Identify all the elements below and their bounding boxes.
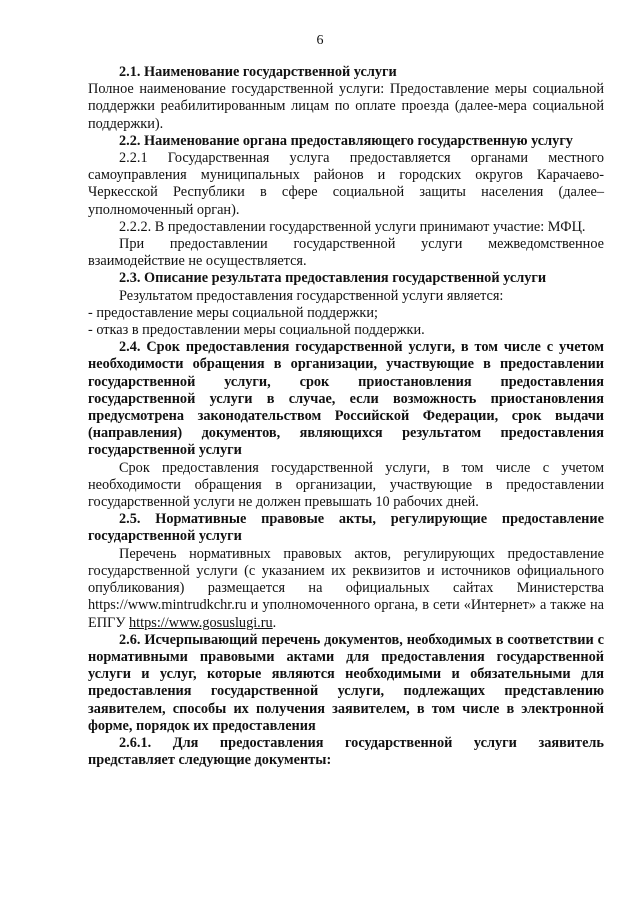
section-2-6-heading: 2.6. Исчерпывающий перечень документов, необходимых в соответствии с нормативными правовыми актами для предоставления государственной услуги и услуг, которые являются необходимыми и обязательными для предоставления государственной услуги, подлежащих представлению заявителем, способы их получения заявителем, в том числе в электронной форме, порядок их предоставления <box>88 631 604 734</box>
section-2-4-text: Срок предоставления государственной услуги, в том числе с учетом необходимости обращения в организации, участвующие в предоставлении государственной услуги не должен превышать 10 рабочих дней. <box>88 459 604 511</box>
section-2-4-heading: 2.4. Срок предоставления государственной услуги, в том числе с учетом необходимости обращения в организации, участвующие в предоставлении государственной услуги, срок приостановления предоставления государственной услуги в случае, если возможность приостановления предусмотрена законодательством Российской Федерации, срок выдачи (направления) документов, являющихся результатом предоставления государственной услуги <box>88 339 604 459</box>
section-2-1-heading: 2.1. Наименование государственной услуги <box>119 64 397 80</box>
section-2-5-heading: 2.5. Нормативные правовые акты, регулирующие предоставление государственной услуги <box>88 511 604 545</box>
section-2-2-heading: 2.2. Наименование органа предоставляющего государственную услугу <box>119 132 573 149</box>
section-2-1-text: Полное наименование государственной услуги: Предоставление меры социальной поддержки реабилитированным лицам по оплате проезда (далее-мера социальной поддержки). <box>88 81 604 132</box>
section-2-6-1-heading: 2.6.1. Для предоставления государственной услуги заявитель представляет следующие документы: <box>88 734 604 769</box>
gosuslugi-link[interactable]: https://www.gosuslugi.ru <box>129 614 273 631</box>
document-body <box>88 64 604 769</box>
section-2-2-1-text: 2.2.1 Государственная услуга предоставляется органами местного самоуправления муниципальных районов и городских округов Карачаево-Черкесской Республики в сфере социальной защиты населения (далее–уполномоченный орган). <box>88 150 604 218</box>
result-item-refusal: - отказ в предоставлении меры социальной поддержки. <box>88 322 425 339</box>
section-2-5-text-main: Перечень нормативных правовых актов, регулирующих предоставление государственной услуги (с указанием их реквизитов и источников официального опубликования) размещается на официальных сайтах Министерства https://www.mintrudkchr.ru и уполномоченного органа, в сети «Интернет» а также на ЕПГУ <box>88 545 604 631</box>
interagency-note: При предоставлении государственной услуги межведомственное взаимодействие не осуществляется. <box>88 236 604 270</box>
result-item-provision: - предоставление меры социальной поддержки; <box>88 304 378 321</box>
section-2-2-2-text: 2.2.2. В предоставлении государственной услуги принимают участие: МФЦ. <box>119 218 586 235</box>
section-2-5-text <box>88 546 604 632</box>
section-2-3-intro: Результатом предоставления государственной услуги является: <box>119 287 504 304</box>
section-2-5-text-end: . <box>272 614 277 631</box>
page-number: 6 <box>316 33 324 48</box>
section-2-3-heading: 2.3. Описание результата предоставления государственной услуги <box>119 270 547 287</box>
